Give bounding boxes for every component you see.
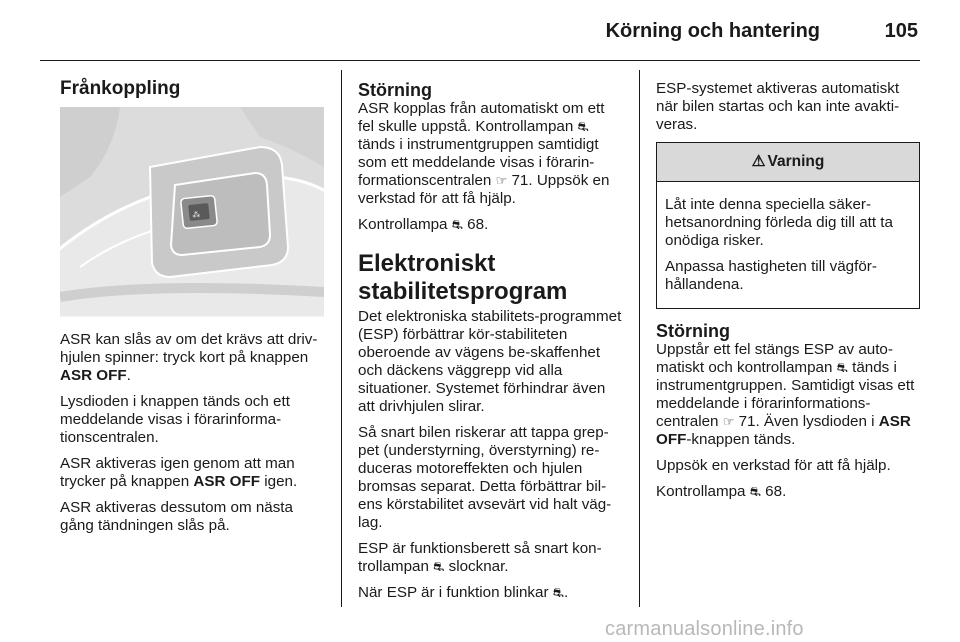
asr-off-label: ASR OFF [60,367,127,384]
page-number: 105 [884,20,918,42]
paragraph: ASR aktiveras dessutom om nästa gång tändningen slås på. [60,499,293,534]
header-title: Körning och hantering [605,20,820,42]
page-reference-icon: ☞ [722,414,735,429]
paragraph: ESP-systemet aktiveras automatiskt när bilen startas och kan inte avakti-veras. [656,80,900,133]
column-3-text [656,80,920,509]
column-1-text [60,331,326,543]
column-divider-right [639,70,640,607]
paragraph: ASR kopplas från automatiskt om ett fel skulle uppstå. Kontrollampan ⛐ tänds i instrumentgruppen samtidigt som ett meddelande visas i förarin-formationscentralen ☞ 71. Uppsök en verkstad för att få hjälp. [358,100,610,207]
warning-triangle-icon: ⚠ [751,153,766,170]
column-divider-left [341,70,342,607]
paragraph: Lysdioden i knappen tänds och ett meddelande visas i förarinforma-tionscentralen. [60,393,290,446]
column-2-text [358,80,624,610]
console-illustration [60,107,324,318]
paragraph: ESP är funktionsberett så snart kon-trollampan ⛐ slocknar. [358,540,602,575]
section-heading-esp: Elektroniskt stabilitetsprogram [358,250,568,305]
paragraph: Det elektroniska stabilitets-programmet (ESP) förbättrar kör-stabiliteten oberoende av vägens be-skaffenhet och däckens väggrepp vid alla situationer. Systemet förhindrar även att drivhjulen slirar. [358,308,622,415]
esp-lamp-icon: ⛐ [836,360,848,375]
warning-box [656,142,920,309]
paragraph: ASR aktiveras igen genom att man trycker på knappen ASR OFF igen. [60,455,298,490]
header-rule [40,60,920,61]
paragraph: Så snart bilen riskerar att tappa grep-pet (understyrning, överstyrning) re-duceras motoreffekten och hjulen bromsas separat. Detta förbättrar bil-ens körstabilitet avsevärt vid halt väg-lag. [358,424,612,531]
warning-paragraph: Låt inte denna speciella säker-hetsanordning förleda dig till att ta onödiga risker. [665,196,893,249]
paragraph: Kontrollampa ⛐ 68. [358,216,489,233]
esp-lamp-icon: ⛐ [577,119,589,134]
asr-button-illustration [60,107,324,318]
warning-body [657,182,919,308]
section-heading-frankoppling: Frånkoppling [60,78,181,99]
esp-lamp-icon: ⛐ [451,217,463,232]
asr-off-label: ASR OFF [193,473,261,490]
paragraph: Uppsök en verkstad för att få hjälp. [656,457,891,474]
warning-title: Varning [767,153,825,170]
paragraph: ASR kan slås av om det krävs att driv-hjulen spinner: tryck kort på knappen ASR OFF. [60,331,318,384]
section-heading-storning-esp: Störning [656,321,730,341]
paragraph: Kontrollampa ⛐ 68. [656,483,787,500]
esp-lamp-icon: ⛐ [433,559,445,574]
section-heading-storning: Störning [358,80,432,100]
page-reference-icon: ☞ [495,173,508,188]
asr-off-label: ASR OFF [656,413,911,448]
watermark: carmanualsonline.info [605,618,804,640]
svg-text:⁂: ⁂ [191,209,201,220]
esp-lamp-icon: ⛐ [552,585,564,600]
esp-lamp-icon: ⛐ [749,484,761,499]
warning-header [657,143,919,182]
paragraph: När ESP är i funktion blinkar ⛐. [358,584,569,601]
warning-paragraph: Anpassa hastigheten till vägför-hållandena. [665,258,877,293]
paragraph: Uppstår ett fel stängs ESP av auto-matiskt och kontrollampan ⛐ tänds i instrumentgruppen. Samtidigt visas ett meddelande i förarinformations-centralen ☞ 71. Även lysdioden i ASR OFF-knappen tänds. [656,341,915,448]
